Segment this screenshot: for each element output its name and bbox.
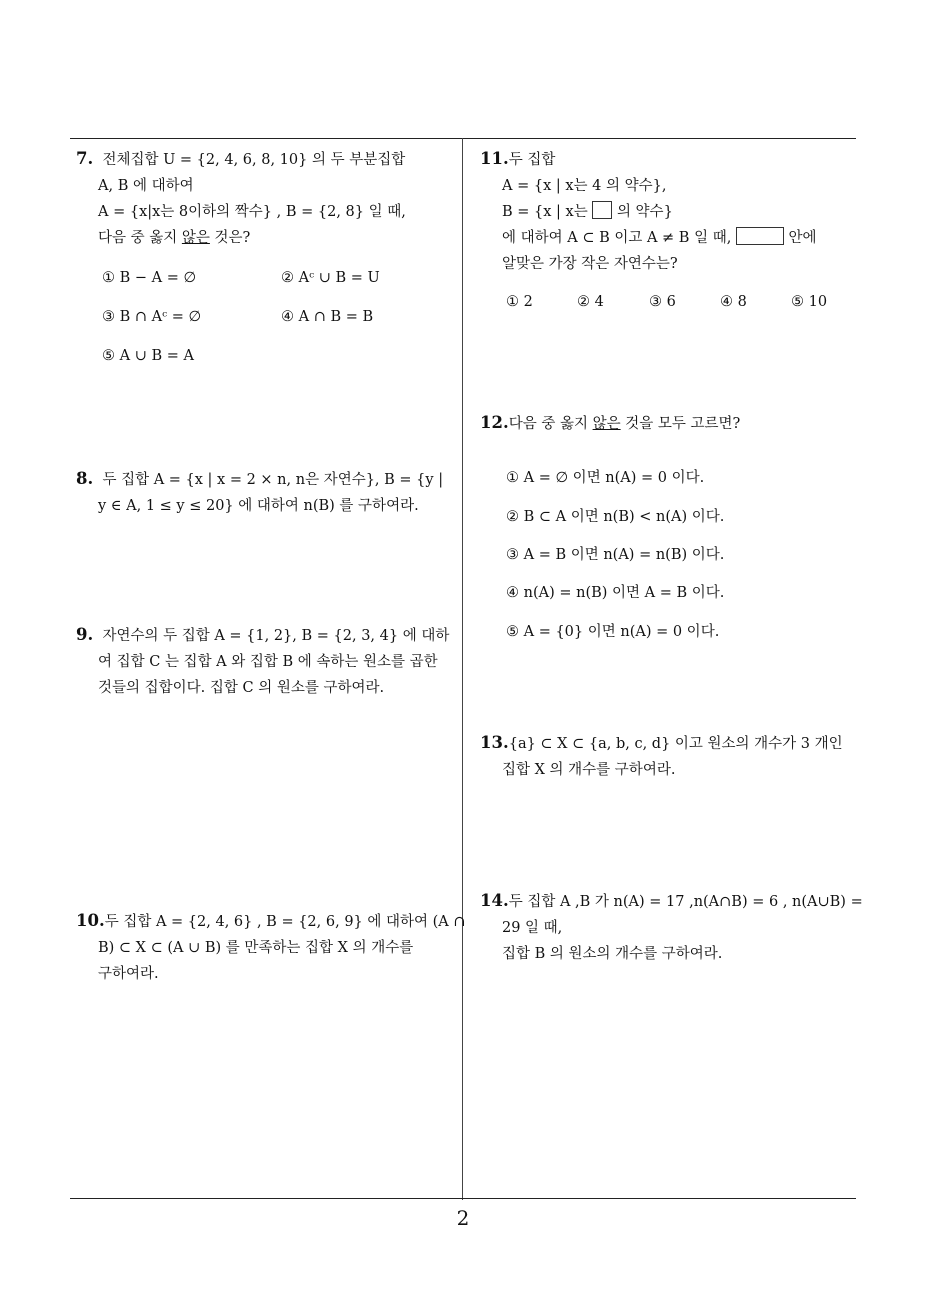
q11-choice-4[interactable]: ④ 8 (720, 294, 747, 310)
question-12-choices (480, 465, 860, 645)
column-divider (462, 138, 463, 1200)
question-11-line-4: 에 대하여 A ⊂ B 이고 A ≠ B 일 때, 안에 (480, 225, 860, 251)
question-10 (76, 908, 466, 987)
question-7-line-4: 다음 중 옳지 않은 것은? (98, 230, 251, 246)
q11-choice-5[interactable]: ⑤ 10 (791, 294, 828, 310)
underlined-not: 않은 (592, 416, 621, 432)
question-11 (480, 146, 860, 329)
question-7-line-2: A, B 에 대하여 (98, 178, 194, 194)
question-7-number: 7. (76, 149, 94, 168)
q7-choice-3[interactable]: ③ B ∩ Aᶜ = ∅ (102, 309, 202, 325)
answer-blank-box[interactable] (592, 201, 612, 219)
question-8 (76, 466, 456, 519)
q12-choice-1[interactable]: ① A = ∅ 이면 n(A) = 0 이다. (506, 470, 705, 486)
question-14-line-2: 29 일 때, (502, 920, 563, 936)
q7-choice-5[interactable]: ⑤ A ∪ B = A (102, 348, 194, 364)
question-13 (480, 730, 860, 783)
question-9-line-1: 자연수의 두 집합 A = {1, 2}, B = {2, 3, 4} 에 대하 (102, 628, 450, 644)
question-10-line-3: 구하여라. (98, 966, 159, 982)
q12-choice-2[interactable]: ② B ⊂ A 이면 n(B) < n(A) 이다. (506, 509, 725, 525)
question-8-number: 8. (76, 469, 94, 488)
question-14-line-3: 집합 B 의 원소의 개수를 구하여라. (502, 946, 723, 962)
question-11-line-5: 알맞은 가장 작은 자연수는? (502, 256, 678, 272)
top-rule (70, 138, 856, 139)
question-12-number: 12. (480, 413, 509, 432)
question-11-line-3: B = {x | x는 의 약수} (480, 199, 860, 225)
question-13-line-2: 집합 X 의 개수를 구하여라. (502, 762, 676, 778)
question-11-choices (480, 289, 860, 329)
question-9 (76, 622, 456, 701)
question-10-number: 10. (76, 911, 105, 930)
question-12: 12.다음 중 옳지 않은 것을 모두 고르면? ① A = ∅ 이면 n(A) = 0 이다. ② B ⊂ A 이면 n(B) < n(A) 이다. ③ A = B 이면 n(A) = n(B) 이다. ④ n(A) = n(B) 이면 A = B 이다. ⑤ A = {0} 이면 n(A) = 0 이다. (480, 410, 860, 645)
question-7-choices (76, 265, 456, 385)
q7-choice-4[interactable]: ④ A ∩ B = B (281, 309, 374, 325)
question-7-line-1: 전체집합 U = {2, 4, 6, 8, 10} 의 두 부분집합 (102, 152, 406, 168)
answer-blank-wide[interactable] (736, 227, 784, 245)
question-14-line-1: 두 집합 A ,B 가 n(A) = 17 ,n(A∩B) = 6 , n(A∪B) = (508, 894, 863, 910)
page-number: 2 (456, 1206, 470, 1230)
question-9-number: 9. (76, 625, 94, 644)
question-8-line-1: 두 집합 A = {x | x = 2 × n, n은 자연수}, B = {y | (102, 472, 444, 488)
question-8-line-2: y ∈ A, 1 ≤ y ≤ 20} 에 대하여 n(B) 를 구하여라. (98, 498, 419, 514)
q12-choice-3[interactable]: ③ A = B 이면 n(A) = n(B) 이다. (506, 547, 725, 563)
question-7 (76, 146, 456, 385)
q7-choice-1[interactable]: ① B − A = ∅ (102, 270, 197, 286)
question-9-line-3: 것들의 집합이다. 집합 C 의 원소를 구하여라. (98, 680, 385, 696)
question-14 (480, 888, 863, 967)
question-10-line-2: B) ⊂ X ⊂ (A ∪ B) 를 만족하는 집합 X 의 개수를 (98, 940, 414, 956)
q11-choice-2[interactable]: ② 4 (577, 294, 604, 310)
q12-choice-5[interactable]: ⑤ A = {0} 이면 n(A) = 0 이다. (506, 624, 720, 640)
question-10-line-1: 두 집합 A = {2, 4, 6} , B = {2, 6, 9} 에 대하여 (A ∩ (104, 914, 466, 930)
question-7-line-3: A = {x|x는 8이하의 짝수} , B = {2, 8} 일 때, (98, 204, 406, 220)
question-11-line-1: 두 집합 (508, 152, 556, 168)
bottom-rule (70, 1198, 856, 1199)
question-13-line-1: {a} ⊂ X ⊂ {a, b, c, d} 이고 원소의 개수가 3 개인 (508, 736, 843, 752)
q12-choice-4[interactable]: ④ n(A) = n(B) 이면 A = B 이다. (506, 585, 725, 601)
question-13-number: 13. (480, 733, 509, 752)
underlined-not: 않은 (181, 230, 210, 246)
q11-choice-3[interactable]: ③ 6 (649, 294, 676, 310)
question-9-line-2: 여 집합 C 는 집합 A 와 집합 B 에 속하는 원소를 곱한 (98, 654, 438, 670)
question-14-number: 14. (480, 891, 509, 910)
q7-choice-2[interactable]: ② Aᶜ ∪ B = U (281, 270, 380, 286)
question-11-line-2: A = {x | x는 4 의 약수}, (502, 178, 667, 194)
q11-choice-1[interactable]: ① 2 (506, 294, 533, 310)
question-11-number: 11. (480, 149, 509, 168)
